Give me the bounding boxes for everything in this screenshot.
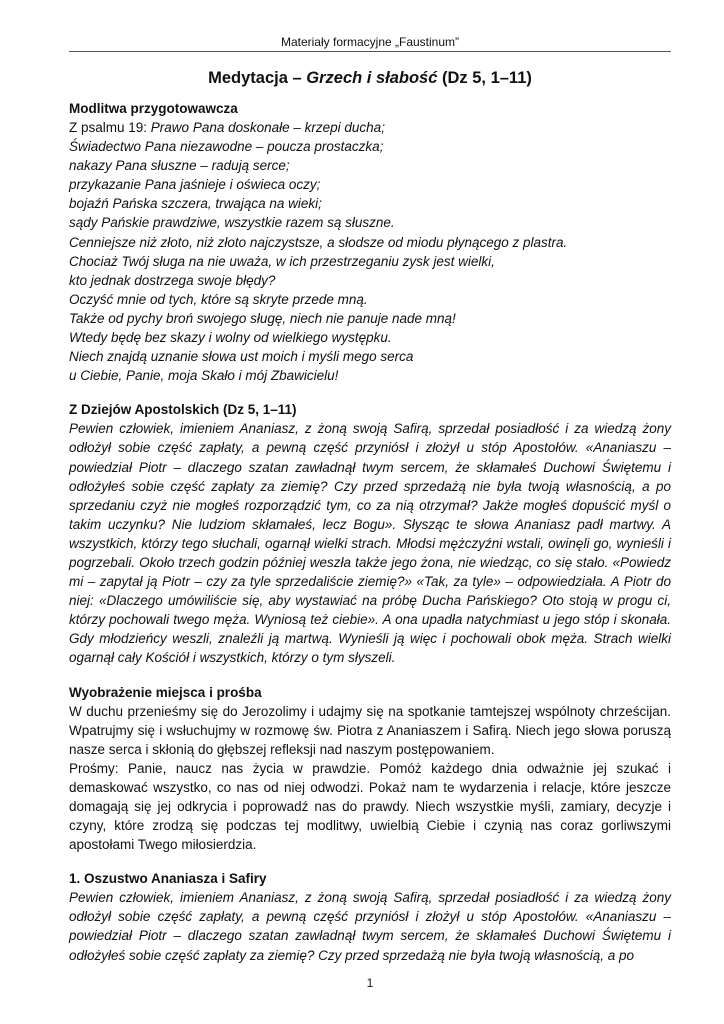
running-header: Materiały formacyjne „Faustinum” bbox=[280, 35, 460, 49]
imagination-paragraph: W duchu przenieśmy się do Jerozolimy i udajmy się na spotkanie tamtejszej wspólnoty chrześcijan. Wpatrujmy się i wsłuchujmy w rozmowę św. Piotra z Ananiaszem i Safirą. Niech jego słowa poruszą nasze serca i skłonią do głębszej refleksji nad naszym postępowaniem. bbox=[69, 703, 671, 757]
section-gap bbox=[69, 385, 671, 400]
psalm-line: Także od pychy broń swojego sługę, niech nie panuje nade mną! bbox=[69, 310, 456, 326]
section-gap bbox=[69, 854, 671, 869]
psalm-line: kto jednak dostrzega swoje błędy? bbox=[69, 272, 276, 288]
point-1-text: Pewien człowiek, imieniem Ananiasz, z żoną swoją Safirą, sprzedał posiadłość i za wiedzą żony odłożył sobie część zapłaty, a pewną część przyniósł i złożył u stóp Apostołów. «Ananiaszu – powiedział Piotr – dlaczego szatan zawładnął twym sercem, że skłamałeś Duchowi Świętemu i odłożyłeś sobie część zapłaty za ziemię? Czy przed sprzedażą nie była twoją własnością, a po bbox=[69, 890, 671, 963]
section-heading-imagination: Wyobrażenie miejsca i prośba bbox=[69, 684, 262, 700]
document-body bbox=[69, 99, 671, 965]
page-title bbox=[69, 67, 671, 89]
title-reference: (Dz 5, 1–11) bbox=[437, 69, 532, 87]
psalm-line: Cenniejsze niż złoto, niż złoto najczystsze, a słodsze od miodu płynącego z plastra. bbox=[69, 234, 568, 250]
psalm-line: Wtedy będę bez skazy i wolny od wielkiego występku. bbox=[69, 330, 392, 346]
page-number: 1 bbox=[366, 976, 374, 990]
section-gap bbox=[69, 668, 671, 683]
psalm-line: Chociaż Twój sługa na nie uważa, w ich przestrzeganiu zysk jest wielki, bbox=[69, 253, 495, 269]
request-paragraph: Prośmy: Panie, naucz nas życia w prawdzie. Pomóż każdego dnia odważnie jej szukać i demaskować wszystko, co nas od niej odwodzi. Pokaż nam te wydarzenia i relacje, które jeszcze domagają się jej odkrycia i poprowadź nas do prawdy. Niech wszystkie myśli, zamiary, decyzje i czyny, które zrodzą się podczas tej modlitwy, uwielbią Ciebie i czynią nas coraz gorliwszymi apostołami Twego miłosierdzia. bbox=[69, 760, 671, 853]
title-italic: Grzech i słabość bbox=[306, 69, 438, 87]
section-imagination bbox=[69, 683, 671, 855]
title-main: Medytacja – bbox=[208, 69, 307, 87]
psalm-intro: Z psalmu 19: bbox=[69, 120, 151, 135]
acts-reading-text: Pewien człowiek, imieniem Ananiasz, z żoną swoją Safirą, sprzedał posiadłość i za wiedzą żony odłożył sobie część zapłaty, a pewną część przyniósł i złożył u stóp Apostołów. «Ananiaszu – powiedział Piotr – dlaczego szatan zawładnął twym sercem, że skłamałeś Duchowi Świętemu i odłożyłeś sobie część zapłaty za ziemię? Czy przed sprzedażą nie była twoją własnością, a po sprzedaniu czyż nie mogłeś rozporządzić tym, co za nią otrzymał? Jakże mogłeś dopuścić myśl o takim uczynku? Nie ludziom skłamałeś, lecz Bogu». Słysząc te słowa Ananiasz padł martwy. A wszystkich, którzy tego słuchali, ogarnął wielki strach. Młodsi mężczyźni wstali, owinęli go, wynieśli i pogrzebali. Około trzech godzin później weszła także jego żona, nie wiedząc, co się stało. «Powiedz mi – zapytał ją Piotr – czy za tyle sprzedaliście ziemię?» «Tak, za tyle» – odpowiedziała. A Piotr do niej: «Dlaczego umówiliście się, aby wystawiać na próbę Ducha Pańskiego? Oto stoją w progu ci, którzy pochowali twego męża. Wyniosą też ciebie». A ona upadła natychmiast u jego stóp i skonała. Gdy młodzieńcy weszli, znaleźli ją martwą. Wynieśli ją więc i pochowali obok męża. Strach wielki ogarnął cały Kościół i wszystkich, którzy o tym słyszeli. bbox=[69, 421, 671, 666]
psalm-lines bbox=[69, 118, 671, 385]
section-heading-acts: Z Dziejów Apostolskich (Dz 5, 1–11) bbox=[69, 402, 297, 418]
psalm-line: Niech znajdą uznanie słowa ust moich i myśli mego serca bbox=[69, 349, 414, 365]
psalm-line: Świadectwo Pana niezawodne – poucza prostaczka; bbox=[69, 139, 384, 155]
section-heading-point-1: 1. Oszustwo Ananiasza i Safiry bbox=[69, 871, 267, 887]
header-divider bbox=[69, 51, 671, 52]
section-prayer bbox=[69, 99, 671, 385]
psalm-line: Z psalmu 19: Prawo Pana doskonałe – krzepi ducha; bbox=[69, 120, 385, 135]
psalm-line: sądy Pańskie prawdziwe, wszystkie razem są słuszne. bbox=[69, 215, 395, 231]
section-point-1 bbox=[69, 869, 671, 964]
psalm-line: nakazy Pana słuszne – radują serce; bbox=[69, 158, 290, 174]
psalm-line: Oczyść mnie od tych, które są skryte przede mną. bbox=[69, 291, 368, 307]
section-heading-prayer: Modlitwa przygotowawcza bbox=[69, 101, 238, 116]
psalm-line: u Ciebie, Panie, moja Skało i mój Zbawicielu! bbox=[69, 368, 339, 384]
section-acts bbox=[69, 400, 671, 667]
psalm-line: przykazanie Pana jaśnieje i oświeca oczy; bbox=[69, 177, 321, 193]
psalm-line: bojaźń Pańska szczera, trwająca na wieki; bbox=[69, 196, 322, 212]
